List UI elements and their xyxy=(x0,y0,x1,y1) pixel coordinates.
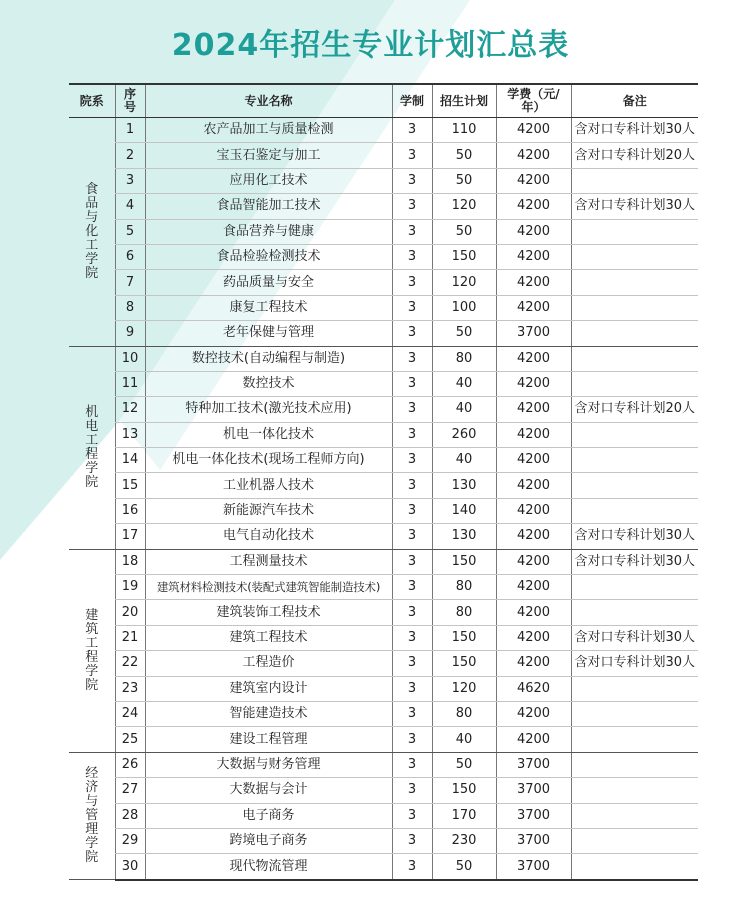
row-number: 24 xyxy=(115,701,145,726)
enrollment-quota: 50 xyxy=(432,168,496,193)
study-years: 3 xyxy=(392,346,432,371)
study-years: 3 xyxy=(392,828,432,853)
row-number: 8 xyxy=(115,295,145,320)
enrollment-quota: 50 xyxy=(432,854,496,880)
tuition-fee: 4200 xyxy=(496,346,571,371)
table-row xyxy=(69,371,698,396)
tuition-fee: 4620 xyxy=(496,676,571,701)
enrollment-quota: 100 xyxy=(432,295,496,320)
row-number: 12 xyxy=(115,397,145,422)
study-years: 3 xyxy=(392,448,432,473)
enrollment-quota: 120 xyxy=(432,270,496,295)
row-number: 23 xyxy=(115,676,145,701)
tuition-fee: 4200 xyxy=(496,371,571,396)
enrollment-quota: 40 xyxy=(432,727,496,752)
table-row xyxy=(69,422,698,447)
study-years: 3 xyxy=(392,854,432,880)
major-name: 老年保健与管理 xyxy=(145,321,392,346)
enrollment-quota: 150 xyxy=(432,625,496,650)
row-number: 3 xyxy=(115,168,145,193)
study-years: 3 xyxy=(392,575,432,600)
enrollment-quota: 150 xyxy=(432,549,496,574)
enrollment-quota: 40 xyxy=(432,371,496,396)
tuition-fee: 4200 xyxy=(496,549,571,574)
table-row xyxy=(69,524,698,549)
study-years: 3 xyxy=(392,118,432,143)
tuition-fee: 4200 xyxy=(496,143,571,168)
table-row xyxy=(69,143,698,168)
remark: 含对口专科计划30人 xyxy=(571,651,698,676)
remark xyxy=(571,270,698,295)
study-years: 3 xyxy=(392,219,432,244)
major-name: 大数据与财务管理 xyxy=(145,752,392,777)
remark xyxy=(571,498,698,523)
remark xyxy=(571,803,698,828)
major-name: 建筑材料检测技术(装配式建筑智能制造技术) xyxy=(145,575,392,600)
major-name: 数控技术(自动编程与制造) xyxy=(145,346,392,371)
study-years: 3 xyxy=(392,371,432,396)
row-number: 28 xyxy=(115,803,145,828)
study-years: 3 xyxy=(392,549,432,574)
department-cell xyxy=(69,118,115,347)
tuition-fee: 4200 xyxy=(496,727,571,752)
remark xyxy=(571,168,698,193)
tuition-fee: 4200 xyxy=(496,244,571,269)
header-quota: 招生计划 xyxy=(432,84,496,118)
enrollment-quota: 130 xyxy=(432,524,496,549)
study-years: 3 xyxy=(392,244,432,269)
row-number: 13 xyxy=(115,422,145,447)
tuition-fee: 4200 xyxy=(496,194,571,219)
enrollment-quota: 40 xyxy=(432,397,496,422)
study-years: 3 xyxy=(392,676,432,701)
row-number: 16 xyxy=(115,498,145,523)
remark: 含对口专科计划30人 xyxy=(571,549,698,574)
major-name: 食品智能加工技术 xyxy=(145,194,392,219)
tuition-fee: 4200 xyxy=(496,498,571,523)
major-name: 食品营养与健康 xyxy=(145,219,392,244)
study-years: 3 xyxy=(392,194,432,219)
department-name: 建筑工程学院 xyxy=(85,607,99,693)
table-row xyxy=(69,118,698,143)
major-name: 现代物流管理 xyxy=(145,854,392,880)
table-row xyxy=(69,752,698,777)
row-number: 27 xyxy=(115,778,145,803)
enrollment-quota: 80 xyxy=(432,575,496,600)
tuition-fee: 4200 xyxy=(496,118,571,143)
row-number: 30 xyxy=(115,854,145,880)
table-row xyxy=(69,625,698,650)
row-number: 6 xyxy=(115,244,145,269)
tuition-fee: 4200 xyxy=(496,270,571,295)
study-years: 3 xyxy=(392,143,432,168)
major-name: 建设工程管理 xyxy=(145,727,392,752)
row-number: 14 xyxy=(115,448,145,473)
study-years: 3 xyxy=(392,752,432,777)
study-years: 3 xyxy=(392,270,432,295)
remark xyxy=(571,701,698,726)
study-years: 3 xyxy=(392,803,432,828)
enrollment-quota: 40 xyxy=(432,448,496,473)
enrollment-quota: 110 xyxy=(432,118,496,143)
table-row xyxy=(69,600,698,625)
table-row xyxy=(69,701,698,726)
tuition-fee: 4200 xyxy=(496,168,571,193)
table-row xyxy=(69,651,698,676)
tuition-fee: 4200 xyxy=(496,625,571,650)
header-fee: 学费（元/年） xyxy=(496,84,571,118)
table-row xyxy=(69,321,698,346)
major-name: 药品质量与安全 xyxy=(145,270,392,295)
major-name: 数控技术 xyxy=(145,371,392,396)
study-years: 3 xyxy=(392,727,432,752)
table-row xyxy=(69,448,698,473)
tuition-fee: 4200 xyxy=(496,651,571,676)
enrollment-quota: 80 xyxy=(432,346,496,371)
major-name: 建筑室内设计 xyxy=(145,676,392,701)
table-row xyxy=(69,727,698,752)
enrollment-quota: 150 xyxy=(432,778,496,803)
tuition-fee: 3700 xyxy=(496,803,571,828)
remark xyxy=(571,575,698,600)
tuition-fee: 4200 xyxy=(496,701,571,726)
remark xyxy=(571,244,698,269)
table-row xyxy=(69,168,698,193)
tuition-fee: 3700 xyxy=(496,854,571,880)
remark: 含对口专科计划30人 xyxy=(571,625,698,650)
study-years: 3 xyxy=(392,625,432,650)
remark: 含对口专科计划20人 xyxy=(571,143,698,168)
row-number: 5 xyxy=(115,219,145,244)
table-row xyxy=(69,549,698,574)
remark xyxy=(571,422,698,447)
enrollment-quota: 170 xyxy=(432,803,496,828)
table-row xyxy=(69,270,698,295)
table-row xyxy=(69,346,698,371)
study-years: 3 xyxy=(392,498,432,523)
row-number: 7 xyxy=(115,270,145,295)
study-years: 3 xyxy=(392,168,432,193)
major-name: 工业机器人技术 xyxy=(145,473,392,498)
table-row xyxy=(69,575,698,600)
tuition-fee: 4200 xyxy=(496,397,571,422)
header-years: 学制 xyxy=(392,84,432,118)
enrollment-quota: 80 xyxy=(432,600,496,625)
major-name: 农产品加工与质量检测 xyxy=(145,118,392,143)
row-number: 22 xyxy=(115,651,145,676)
major-name: 电子商务 xyxy=(145,803,392,828)
table-row xyxy=(69,676,698,701)
remark xyxy=(571,371,698,396)
table-row xyxy=(69,397,698,422)
row-number: 29 xyxy=(115,828,145,853)
remark xyxy=(571,346,698,371)
study-years: 3 xyxy=(392,600,432,625)
tuition-fee: 4200 xyxy=(496,473,571,498)
remark xyxy=(571,752,698,777)
study-years: 3 xyxy=(392,295,432,320)
remark xyxy=(571,473,698,498)
tuition-fee: 3700 xyxy=(496,828,571,853)
major-name: 宝玉石鉴定与加工 xyxy=(145,143,392,168)
remark xyxy=(571,321,698,346)
enrollment-quota: 50 xyxy=(432,219,496,244)
row-number: 2 xyxy=(115,143,145,168)
tuition-fee: 3700 xyxy=(496,321,571,346)
table-row xyxy=(69,803,698,828)
major-name: 建筑工程技术 xyxy=(145,625,392,650)
remark xyxy=(571,778,698,803)
remark xyxy=(571,727,698,752)
enrollment-quota: 150 xyxy=(432,244,496,269)
row-number: 18 xyxy=(115,549,145,574)
remark xyxy=(571,828,698,853)
major-name: 机电一体化技术 xyxy=(145,422,392,447)
header-no: 序号 xyxy=(115,84,145,118)
remark xyxy=(571,448,698,473)
major-name: 建筑装饰工程技术 xyxy=(145,600,392,625)
study-years: 3 xyxy=(392,524,432,549)
remark: 含对口专科计划30人 xyxy=(571,118,698,143)
header-note: 备注 xyxy=(571,84,698,118)
enrollment-quota: 50 xyxy=(432,752,496,777)
row-number: 10 xyxy=(115,346,145,371)
row-number: 9 xyxy=(115,321,145,346)
table-row xyxy=(69,244,698,269)
enrollment-quota: 140 xyxy=(432,498,496,523)
row-number: 19 xyxy=(115,575,145,600)
major-name: 特种加工技术(激光技术应用) xyxy=(145,397,392,422)
header-major: 专业名称 xyxy=(145,84,392,118)
row-number: 26 xyxy=(115,752,145,777)
table-row xyxy=(69,194,698,219)
page-title: 2024年招生专业计划汇总表 xyxy=(171,28,570,63)
tuition-fee: 4200 xyxy=(496,600,571,625)
tuition-fee: 4200 xyxy=(496,422,571,447)
row-number: 25 xyxy=(115,727,145,752)
remark xyxy=(571,676,698,701)
major-name: 新能源汽车技术 xyxy=(145,498,392,523)
enrollment-quota: 230 xyxy=(432,828,496,853)
department-cell xyxy=(69,549,115,752)
department-cell xyxy=(69,346,115,549)
table-header-row xyxy=(69,84,698,118)
tuition-fee: 3700 xyxy=(496,752,571,777)
remark: 含对口专科计划30人 xyxy=(571,524,698,549)
major-name: 工程测量技术 xyxy=(145,549,392,574)
table-row xyxy=(69,778,698,803)
major-name: 机电一体化技术(现场工程师方向) xyxy=(145,448,392,473)
table-row xyxy=(69,473,698,498)
enrollment-quota: 50 xyxy=(432,321,496,346)
row-number: 17 xyxy=(115,524,145,549)
remark: 含对口专科计划20人 xyxy=(571,397,698,422)
remark xyxy=(571,219,698,244)
major-name: 食品检验检测技术 xyxy=(145,244,392,269)
tuition-fee: 4200 xyxy=(496,524,571,549)
major-name: 康复工程技术 xyxy=(145,295,392,320)
table-row xyxy=(69,498,698,523)
enrollment-quota: 80 xyxy=(432,701,496,726)
remark xyxy=(571,854,698,880)
study-years: 3 xyxy=(392,701,432,726)
study-years: 3 xyxy=(392,422,432,447)
table-row xyxy=(69,219,698,244)
remark xyxy=(571,600,698,625)
major-name: 智能建造技术 xyxy=(145,701,392,726)
department-name: 食品与化工学院 xyxy=(85,181,99,281)
major-name: 应用化工技术 xyxy=(145,168,392,193)
row-number: 15 xyxy=(115,473,145,498)
row-number: 1 xyxy=(115,118,145,143)
enrollment-quota: 50 xyxy=(432,143,496,168)
row-number: 20 xyxy=(115,600,145,625)
study-years: 3 xyxy=(392,473,432,498)
row-number: 4 xyxy=(115,194,145,219)
tuition-fee: 4200 xyxy=(496,448,571,473)
enrollment-quota: 260 xyxy=(432,422,496,447)
tuition-fee: 4200 xyxy=(496,219,571,244)
header-dept: 院系 xyxy=(69,84,115,118)
major-name: 跨境电子商务 xyxy=(145,828,392,853)
tuition-fee: 3700 xyxy=(496,778,571,803)
remark xyxy=(571,295,698,320)
department-name: 机电工程学院 xyxy=(85,404,99,490)
row-number: 11 xyxy=(115,371,145,396)
table-row xyxy=(69,828,698,853)
table-row xyxy=(69,854,698,880)
enrollment-quota: 130 xyxy=(432,473,496,498)
enrollment-quota: 150 xyxy=(432,651,496,676)
row-number: 21 xyxy=(115,625,145,650)
major-name: 工程造价 xyxy=(145,651,392,676)
study-years: 3 xyxy=(392,651,432,676)
enrollment-quota: 120 xyxy=(432,676,496,701)
tuition-fee: 4200 xyxy=(496,575,571,600)
major-name: 大数据与会计 xyxy=(145,778,392,803)
study-years: 3 xyxy=(392,778,432,803)
tuition-fee: 4200 xyxy=(496,295,571,320)
remark: 含对口专科计划30人 xyxy=(571,194,698,219)
study-years: 3 xyxy=(392,397,432,422)
department-name: 经济与管理学院 xyxy=(85,765,99,865)
table-row xyxy=(69,295,698,320)
study-years: 3 xyxy=(392,321,432,346)
enrollment-plan-table xyxy=(69,83,698,881)
major-name: 电气自动化技术 xyxy=(145,524,392,549)
enrollment-quota: 120 xyxy=(432,194,496,219)
department-cell xyxy=(69,752,115,879)
